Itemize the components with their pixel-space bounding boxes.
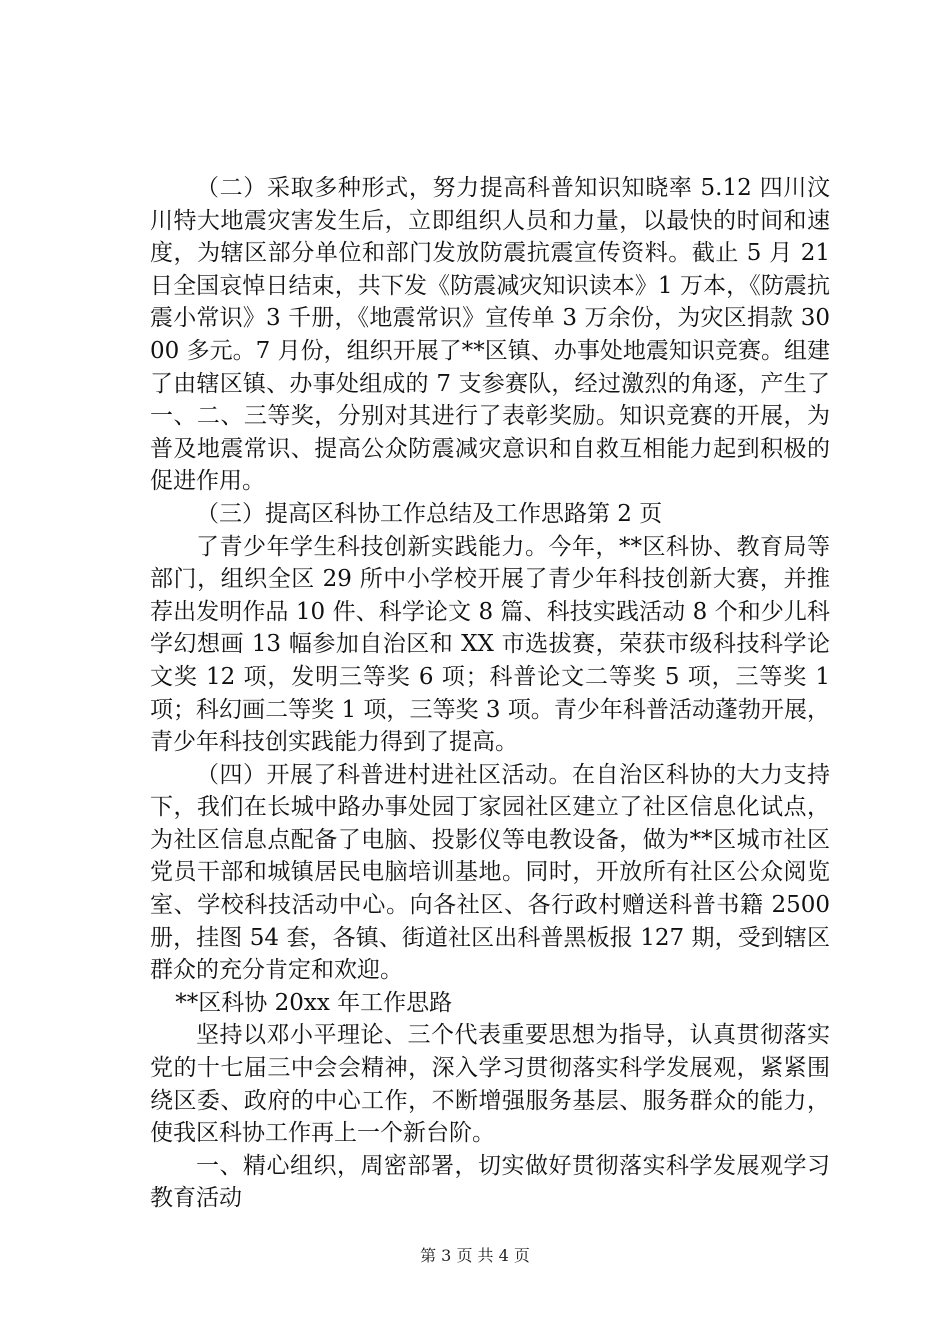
section-heading-work-plan: **区科协 20xx 年工作思路 xyxy=(175,989,453,1016)
paragraph-section-three-title: （三）提高区科协工作总结及工作思路第 2 页 xyxy=(196,500,663,527)
paragraph-item-one: 一、精心组织，周密部署，切实做好贯彻落实科学发展观学习教育活动 xyxy=(150,1152,830,1212)
paragraph-youth-innovation: 了青少年学生科技创新实践能力。今年，**区科协、教育局等部门，组织全区 29 所中小学校开展了青少年科技创新大赛，并推荐出发明作品 10 件、科学论文 8 篇、科技实践活动 8 个和少儿科学幻想画 13 幅参加自治区和 XX 市选拔赛，荣获市级科技科学论文奖 12 项，发明三等奖 6 项；科普论文二等奖 5 项，三等奖 1 项；科幻画二等奖 1 项，三等奖 3 项。青少年科普活动蓬勃开展，青少年科技创实践能力得到了提高。 xyxy=(150,533,830,756)
page-footer: 第 3 页 共 4 页 xyxy=(420,1246,530,1265)
paragraph-community-outreach: （四）开展了科普进村进社区活动。在自治区科协的大力支持下，我们在长城中路办事处园丁家园社区建立了社区信息化试点，为社区信息点配备了电脑、投影仪等电教设备，做为**区城市社区党员干部和城镇居民电脑培训基地。同时，开放所有社区公众阅览室、学校科技活动中心。向各社区、各行政村赠送科普书籍 2500 册，挂图 54 套，各镇、街道社区出科普黑板报 127 期，受到辖区群众的充分肯定和欢迎。 xyxy=(150,761,830,984)
paragraph-earthquake-publicity: （二）采取多种形式，努力提高科普知识知晓率 5.12 四川汶川特大地震灾害发生后，立即组织人员和力量，以最快的时间和速度，为辖区部分单位和部门发放防震抗震宣传资料。截止 5 月 21 日全国哀悼日结束，共下发《防震减灾知识读本》1 万本，《防震抗震小常识》3 千册，《地震常识》宣传单 3 万余份，为灾区捐款 3000 多元。7 月份，组织开展了**区镇、办事处地震知识竞赛。组建了由辖区镇、办事处组成的 7 支参赛队，经过激烈的角逐，产生了一、二、三等奖，分别对其进行了表彰奖励。知识竞赛的开展，为普及地震常识、提高公众防震减灾意识和自救互相能力起到积极的促进作用。 xyxy=(150,175,830,495)
document-body xyxy=(150,172,830,1215)
paragraph-guiding-principles: 坚持以邓小平理论、三个代表重要思想为指导，认真贯彻落实党的十七届三中会会精神，深入学习贯彻落实科学发展观，紧紧围绕区委、政府的中心工作，不断增强服务基层、服务群众的能力，使我区科协工作再上一个新台阶。 xyxy=(150,1022,830,1147)
